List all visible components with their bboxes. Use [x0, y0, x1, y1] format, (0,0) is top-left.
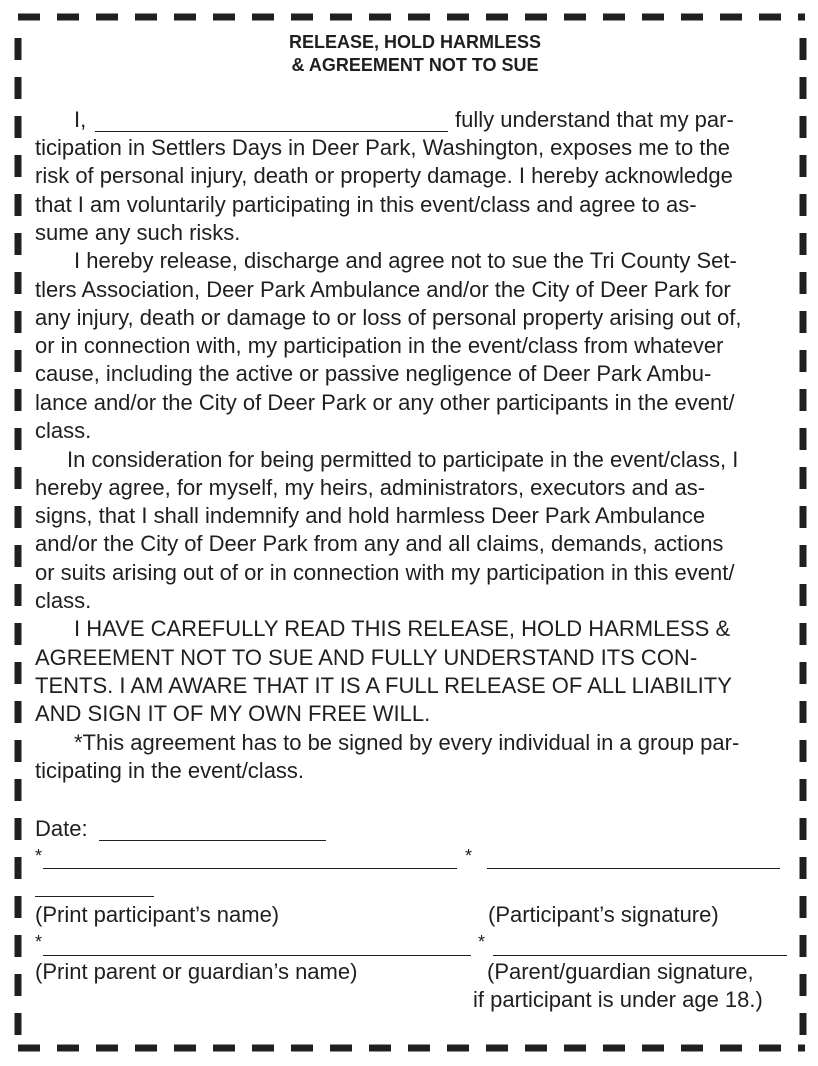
body-line: lance and/or the City of Deer Park or any other participants in the event/ [35, 390, 735, 415]
form-title-line-1: RELEASE, HOLD HARMLESS [288, 32, 542, 52]
parent-name-print-blank[interactable] [43, 955, 471, 956]
parent-name-asterisk: * [35, 932, 43, 952]
body-line: class. [35, 418, 92, 443]
participant-name-print-blank[interactable] [43, 868, 457, 869]
body-line: *This agreement has to be signed by every individual in a group par- [74, 730, 740, 755]
body-line: In consideration for being permitted to participate in the event/class, I [67, 447, 739, 472]
body-line: that I am voluntarily participating in this event/class and agree to as- [35, 192, 697, 217]
participant-name-asterisk: * [35, 846, 43, 866]
date-blank[interactable] [99, 840, 326, 841]
body-line: ticipation in Settlers Days in Deer Park, Washington, exposes me to the [35, 135, 730, 160]
body-line: risk of personal injury, death or property damage. I hereby acknowledge [35, 163, 733, 188]
body-line: I hereby release, discharge and agree not to sue the Tri County Set- [74, 248, 737, 273]
print-parent-label: (Print parent or guardian’s name) [35, 959, 358, 984]
body-line: signs, that I shall indemnify and hold harmless Deer Park Ambulance [35, 503, 706, 528]
body-line: or in connection with, my participation in the event/class from whatever [35, 333, 724, 358]
body-line: tlers Association, Deer Park Ambulance and/or the City of Deer Park for [35, 277, 731, 302]
body-line: ticipating in the event/class. [35, 758, 305, 783]
body-line: sume any such risks. [35, 220, 241, 245]
participant-signature-asterisk: * [465, 846, 473, 866]
body-line: AGREEMENT NOT TO SUE AND FULLY UNDERSTAND ITS CON- [35, 645, 698, 670]
body-line: hereby agree, for myself, my heirs, administrators, executors and as- [35, 475, 706, 500]
body-line: fully understand that my par- [455, 107, 734, 132]
body-line: cause, including the active or passive negligence of Deer Park Ambu- [35, 361, 712, 386]
body-line: I, [74, 107, 87, 132]
print-participant-label: (Print participant’s name) [35, 902, 280, 927]
date-label: Date: [35, 816, 88, 841]
body-line: class. [35, 588, 92, 613]
body-line: AND SIGN IT OF MY OWN FREE WILL. [35, 701, 431, 726]
participant-name-blank[interactable] [95, 131, 448, 132]
parent-signature-age-note: if participant is under age 18.) [473, 987, 763, 1012]
parent-signature-asterisk: * [478, 932, 486, 952]
body-line: I HAVE CAREFULLY READ THIS RELEASE, HOLD HARMLESS & [74, 616, 731, 641]
parent-signature-label: (Parent/guardian signature, [487, 959, 754, 984]
participant-signature-label: (Participant’s signature) [488, 902, 719, 927]
body-line: and/or the City of Deer Park from any and all claims, demands, actions [35, 531, 724, 556]
participant-name-continuation-blank[interactable] [35, 896, 154, 897]
participant-signature-blank[interactable] [487, 868, 780, 869]
body-line: any injury, death or damage to or loss of personal property arising out of, [35, 305, 742, 330]
form-title-line-2: & AGREEMENT NOT TO SUE [291, 55, 539, 75]
body-line: or suits arising out of or in connection with my participation in this event/ [35, 560, 735, 585]
body-line: TENTS. I AM AWARE THAT IT IS A FULL RELEASE OF ALL LIABILITY [35, 673, 732, 698]
parent-signature-blank[interactable] [493, 955, 787, 956]
